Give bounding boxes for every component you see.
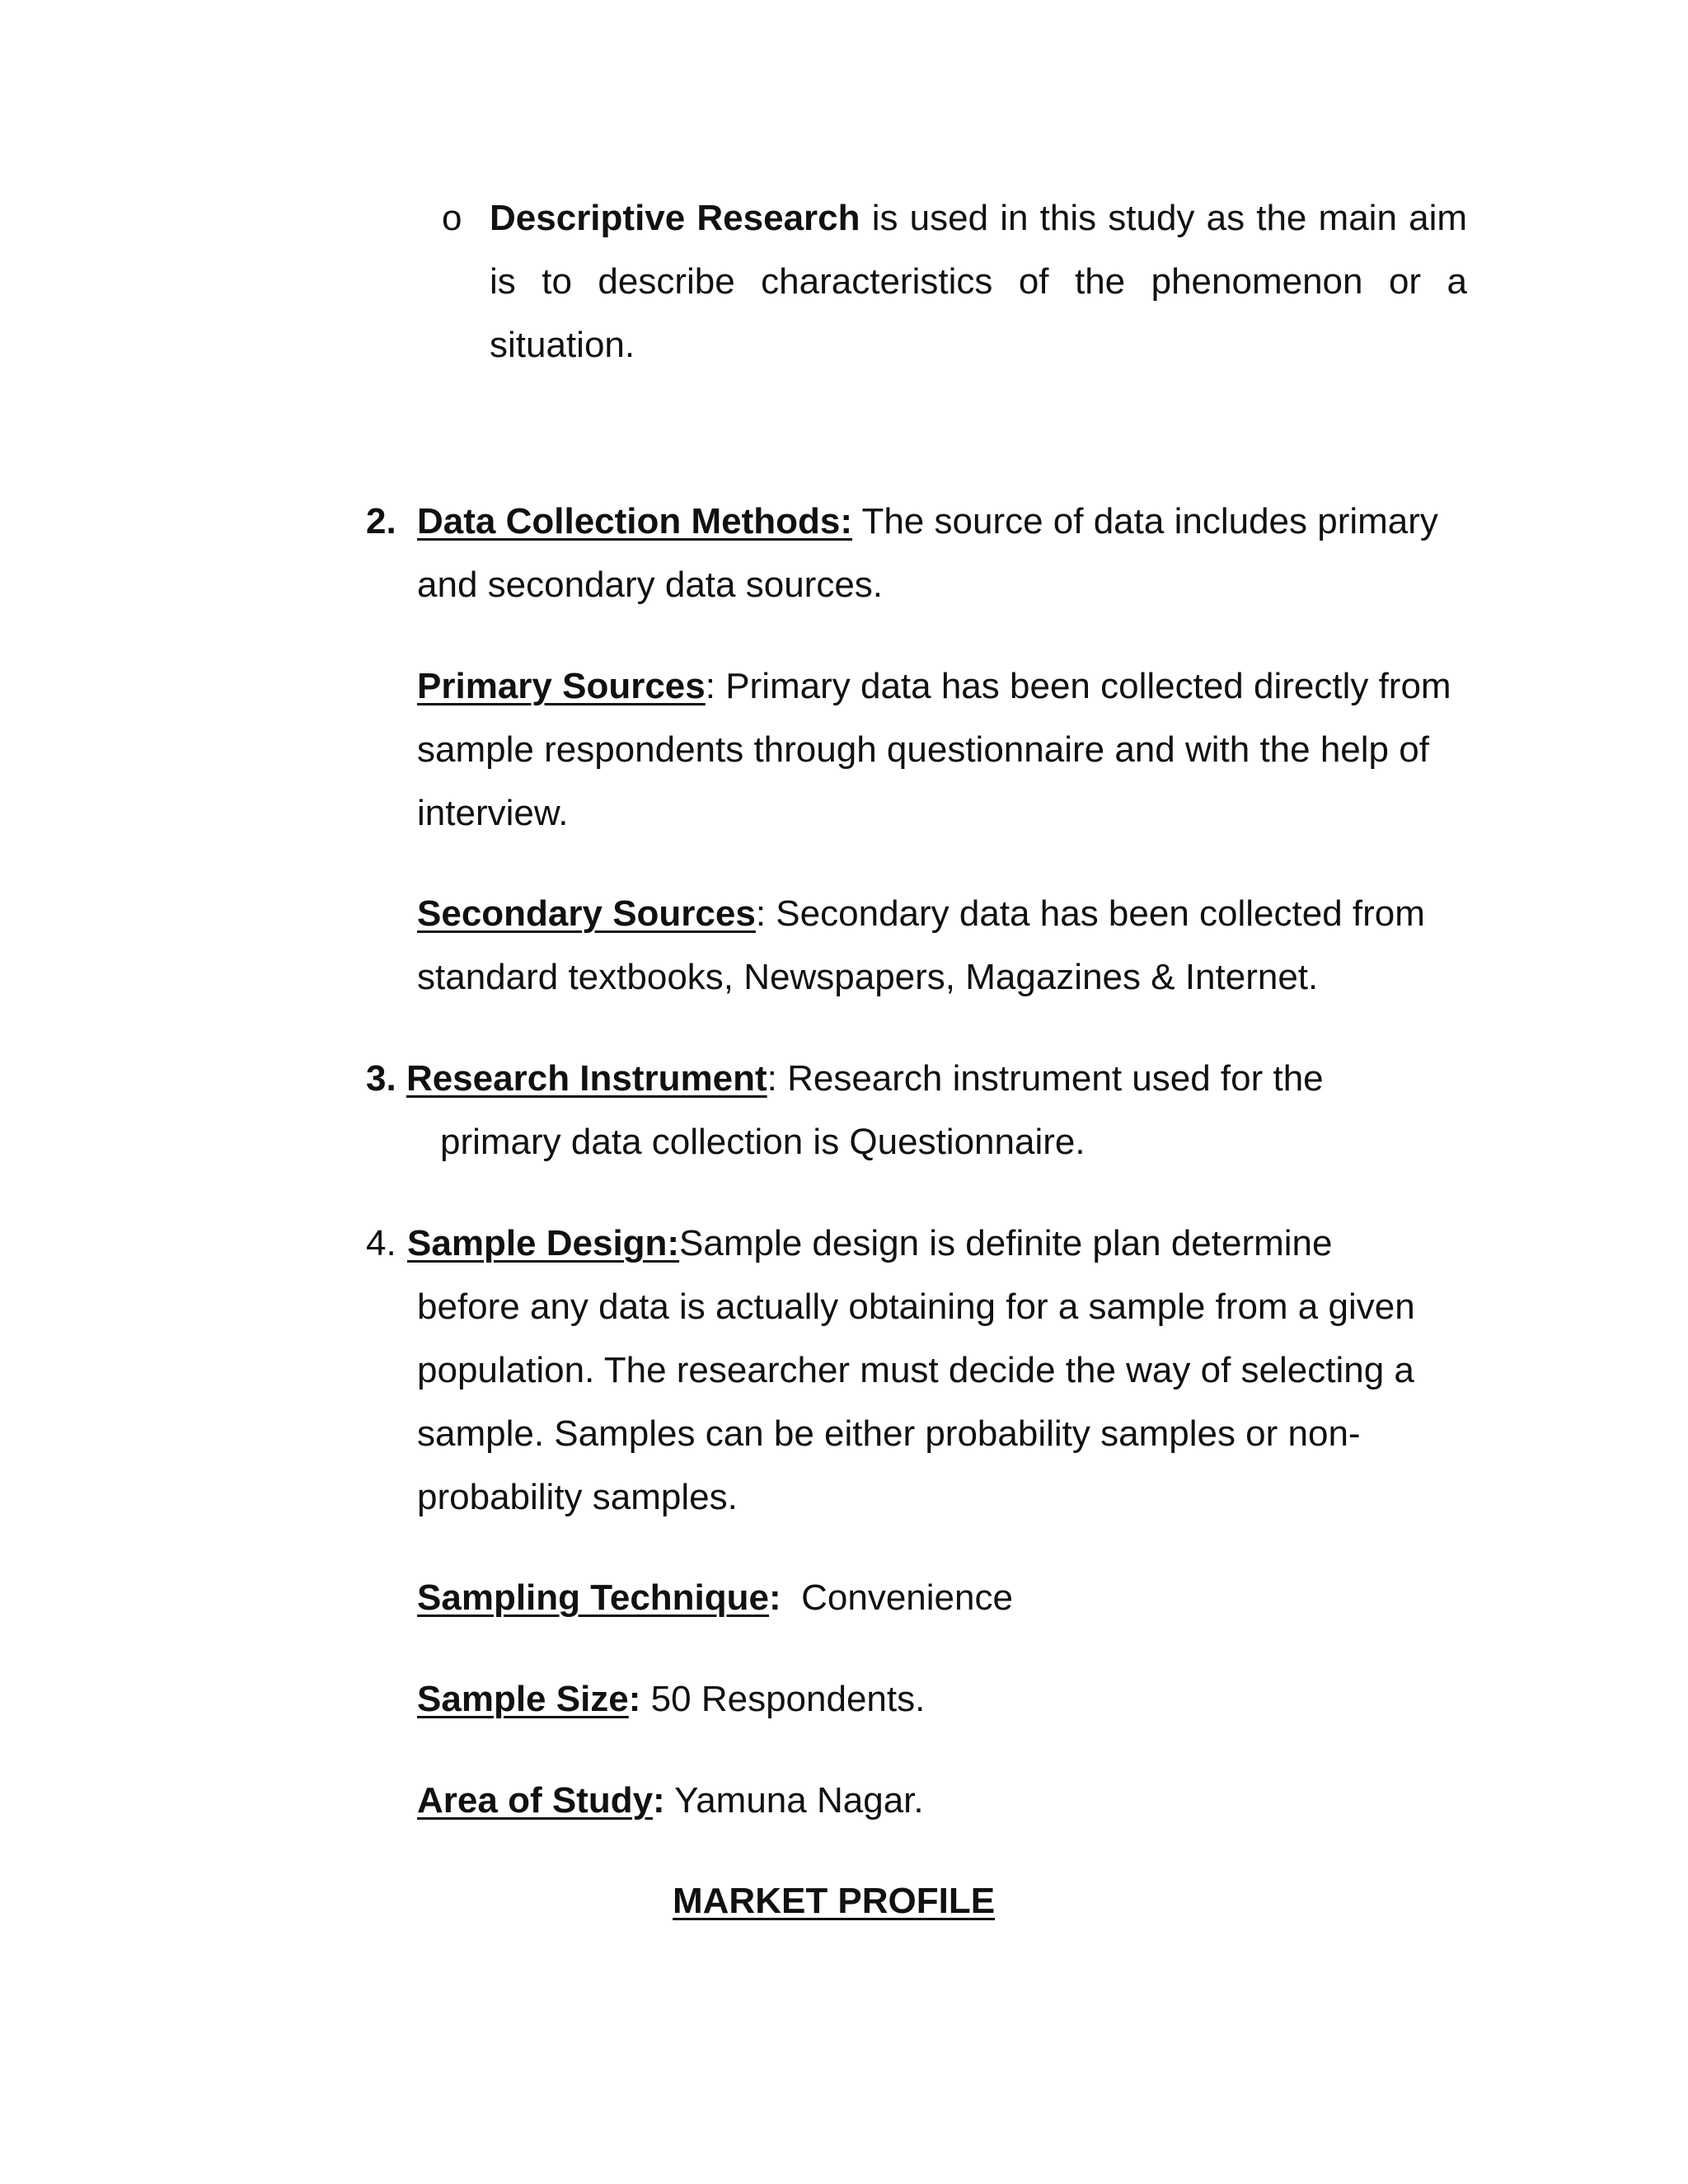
- section-3-line-1: [366, 1047, 1324, 1110]
- secondary-sources-text: : Secondary data has been collected from standard textbooks, Newspapers, Magazines & Internet.: [417, 893, 1425, 997]
- section-2-paragraph: [417, 490, 1472, 616]
- data-collection-methods-heading: Data Collection Methods:: [417, 501, 853, 541]
- area-of-study-colon: :: [653, 1780, 665, 1821]
- area-of-study-line: [417, 1769, 924, 1832]
- section-2-number: 2.: [366, 501, 396, 541]
- secondary-sources-paragraph: [417, 882, 1464, 1009]
- primary-sources-text: : Primary data has been collected directly from sample respondents through questionnaire and with the help of interview.: [417, 666, 1451, 833]
- sample-design-heading: Sample Design:: [407, 1223, 680, 1263]
- sample-size-line: [417, 1667, 925, 1731]
- research-instrument-text-line-2: primary data collection is Questionnaire.: [440, 1122, 1085, 1162]
- area-of-study-value: Yamuna Nagar.: [664, 1780, 924, 1821]
- sampling-technique-label: Sampling Technique: [417, 1577, 770, 1618]
- sampling-technique-value: Convenience: [781, 1577, 1013, 1618]
- sampling-technique-line: [417, 1566, 1013, 1629]
- sample-design-paragraph: [417, 1212, 1439, 1529]
- descriptive-research-term: Descriptive Research: [490, 198, 860, 238]
- area-of-study-label: Area of Study: [417, 1780, 654, 1821]
- sample-design-text: Sample design is definite plan determine before any data is actually obtaining for a sample from a given population. The researcher must decide the way of selecting a sample. Samples can be either probability samples or non-probability samples.: [417, 1223, 1415, 1517]
- section-4-number: 4.: [366, 1223, 396, 1263]
- sample-size-colon: :: [628, 1679, 641, 1719]
- section-3-number: 3.: [366, 1058, 396, 1099]
- research-instrument-heading: Research Instrument: [406, 1058, 767, 1099]
- descriptive-research-paragraph: [490, 186, 1467, 377]
- sampling-technique-colon: :: [769, 1577, 781, 1618]
- sample-size-value: 50 Respondents.: [640, 1679, 926, 1719]
- secondary-sources-heading: Secondary Sources: [417, 893, 756, 934]
- sample-size-label: Sample Size: [417, 1679, 629, 1719]
- primary-sources-heading: Primary Sources: [417, 666, 706, 706]
- research-instrument-text-line-1: : Research instrument used for the: [767, 1058, 1324, 1099]
- bullet-marker: o: [442, 198, 462, 238]
- primary-sources-paragraph: [417, 654, 1472, 845]
- descriptive-research-text: is used in this study as the main aim is to describe characteristics of the phenomenon or a situation.: [490, 198, 1467, 365]
- data-collection-methods-text: The source of data includes primary and secondary data sources.: [417, 501, 1438, 605]
- market-profile-heading: MARKET PROFILE: [673, 1881, 996, 1921]
